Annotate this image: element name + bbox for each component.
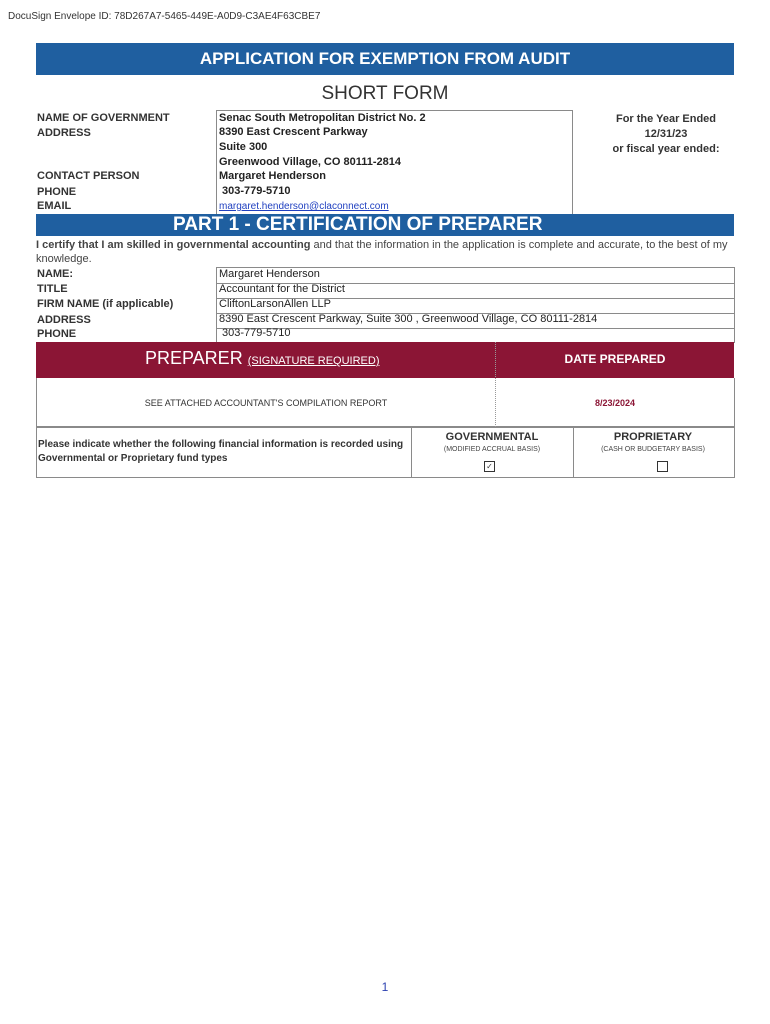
year-ended-label: For the Year Ended bbox=[615, 113, 717, 125]
proprietary-checkbox[interactable] bbox=[657, 461, 668, 472]
form-title: APPLICATION FOR EXEMPTION FROM AUDIT bbox=[36, 43, 734, 75]
governmental-basis: (MODIFIED ACCRUAL BASIS) bbox=[443, 446, 541, 453]
form-subtitle bbox=[0, 83, 770, 105]
attached-report-note: SEE ATTACHED ACCOUNTANT'S COMPILATION REPORT bbox=[144, 398, 388, 408]
preparer-title-label: TITLE bbox=[37, 283, 68, 295]
year-ended-date: 12/31/23 bbox=[644, 128, 688, 140]
fiscal-year-label: or fiscal year ended: bbox=[612, 143, 720, 155]
preparer-phone-label: PHONE bbox=[37, 328, 77, 340]
gov-phone-value: 303-779-5710 bbox=[222, 185, 291, 197]
gov-contact-value: Margaret Henderson bbox=[219, 170, 326, 182]
governmental-heading: GOVERNMENTAL bbox=[445, 431, 539, 443]
gov-name-value: Senac South Metropolitan District No. 2 bbox=[219, 112, 426, 124]
certify-statement bbox=[36, 238, 736, 266]
governmental-checkbox[interactable] bbox=[484, 461, 495, 472]
part1-banner bbox=[36, 214, 734, 236]
preparer-title-value: Accountant for the District bbox=[219, 283, 345, 295]
certify-bold: I certify that I am skilled in governmental accounting bbox=[36, 239, 311, 251]
form-subtitle-text: SHORT FORM bbox=[321, 83, 449, 104]
date-prepared-heading: DATE PREPARED bbox=[564, 352, 666, 366]
preparer-name-value: Margaret Henderson bbox=[219, 268, 320, 280]
certify-rest: and that the information in the application is complete and accurate, to the best of my knowledge. bbox=[36, 239, 728, 265]
gov-email-label: EMAIL bbox=[37, 200, 72, 212]
date-prepared-value: 8/23/2024 bbox=[594, 398, 636, 408]
preparer-firm-value: CliftonLarsonAllen LLP bbox=[219, 298, 331, 310]
part1-title: PART 1 - CERTIFICATION OF PREPARER bbox=[173, 214, 543, 235]
check-mark-icon: ✓ bbox=[486, 462, 493, 471]
fund-type-question: Please indicate whether the following financial information is recorded using Governmental or Proprietary fund types bbox=[38, 439, 404, 464]
signature-required-note: (SIGNATURE REQUIRED) bbox=[247, 355, 380, 367]
proprietary-basis: (CASH OR BUDGETARY BASIS) bbox=[601, 446, 705, 453]
gov-address-line3: Greenwood Village, CO 80111-2814 bbox=[219, 156, 401, 168]
proprietary-heading: PROPRIETARY bbox=[613, 431, 693, 443]
gov-address-label: ADDRESS bbox=[37, 127, 91, 139]
gov-contact-label: CONTACT PERSON bbox=[37, 170, 140, 182]
preparer-name-label: NAME: bbox=[37, 268, 74, 280]
preparer-signature-heading bbox=[145, 348, 380, 369]
gov-name-label: NAME OF GOVERNMENT bbox=[37, 112, 170, 124]
preparer-firm-label: FIRM NAME (if applicable) bbox=[37, 298, 174, 310]
preparer-phone-value: 303-779-5710 bbox=[222, 327, 291, 339]
preparer-address-label: ADDRESS bbox=[37, 314, 91, 326]
year-ended-block bbox=[580, 112, 752, 157]
envelope-id: DocuSign Envelope ID: 78D267A7-5465-449E-A0D9-C3AE4F63CBE7 bbox=[8, 11, 321, 22]
page-number: 1 bbox=[381, 980, 389, 994]
gov-address-line1: 8390 East Crescent Parkway bbox=[219, 126, 368, 138]
gov-address-line2: Suite 300 bbox=[219, 141, 268, 153]
gov-phone-label: PHONE bbox=[37, 186, 77, 198]
preparer-address-value: 8390 East Crescent Parkway, Suite 300 , Greenwood Village, CO 80111-2814 bbox=[219, 313, 598, 325]
preparer-heading: PREPARER bbox=[145, 348, 243, 368]
signature-divider bbox=[495, 342, 496, 427]
gov-email-link[interactable]: margaret.henderson@claconnect.com bbox=[219, 201, 389, 212]
